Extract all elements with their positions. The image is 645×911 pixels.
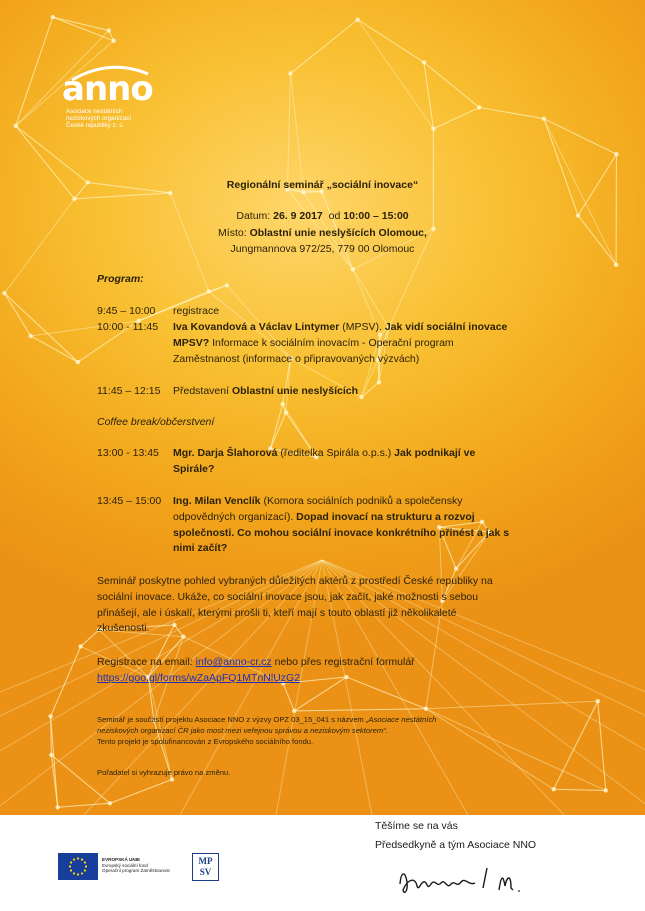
mpsv-logo: MP SV <box>192 853 219 881</box>
logo-word: anno <box>62 69 153 109</box>
program-item-spirala: 13:00 - 13:45 Mgr. Darja Šlahorová (ředitelka Spirála o.p.s.) Jak podnikají ve Spirále? <box>97 447 476 475</box>
program-item-mpsv: 10:00 - 11:45 Iva Kovandová a Václav Lintymer (MPSV). Jak vidí sociální inovace MPSV? Informace k sociálním inovacím - Operační program Zaměstnanost (informace o připravovaných výzvách) <box>97 321 508 365</box>
event-place: Místo: Oblastní unie neslyšících Olomouc, <box>218 227 427 239</box>
registration-form-link[interactable]: https://goo.gl/forms/wZaApFQ1MTnNlUzG2 <box>97 671 301 684</box>
project-note: Seminář je součástí projektu Asociace NNO z výzvy OPZ 03_15_041 s názvem „Asociace nestátních neziskových organizací ČR jako most mezi veřejnou správou a neziskovým sektorem“. Tento projekt je spolufinancován z Evropského sociálního fondu. <box>97 715 437 746</box>
program-item-presentation: 11:45 – 12:15 Představení Oblastní unie neslyšících <box>97 385 358 397</box>
signature-icon <box>395 862 535 902</box>
program-item-registration: 9:45 – 10:00 registrace <box>97 305 220 317</box>
page-title: Regionální seminář „sociální inovace“ <box>226 179 419 191</box>
email-link[interactable]: info@anno-cr.cz <box>195 656 272 668</box>
program-item-komora: 13:45 – 15:00 Ing. Milan Venclík (Komora sociálních podniků a společensky odpovědných organizací). Dopad inovací na strukturu a rozvoj společnosti. Co mohou sociální inovace konkrétního přinést a jak s nimi začít? <box>97 495 510 555</box>
eu-fund-label: EVROPSKÁ UNIE Evropský sociální fond Operační program Zaměstnanost <box>102 857 170 874</box>
footer-signoff: Předsedkyně a tým Asociace NNO <box>375 839 537 851</box>
seminar-description: Seminář poskytne pohled vybraných důležitých aktérů z prostředí České republiky na sociální inovace. Ukáže, co sociální inovace jsou, jak začít, jaké možnosti s sebou přinášejí, ale i úskalí, kterými prošli ti, kteří mají s touto oblastí již několikaleté zkušenosti. <box>97 575 493 635</box>
anno-logo <box>62 66 172 130</box>
event-date: Datum: 26. 9 2017 od 10:00 – 15:00 <box>236 210 409 222</box>
logo-subtitle: Asociace nestátních neziskových organizací České republiky z. s. <box>66 108 132 130</box>
logo-arc-icon <box>70 62 150 82</box>
program-heading: Program: <box>97 273 144 285</box>
eu-flag-icon <box>58 853 98 880</box>
footer-greeting: Těšíme se na vás <box>375 820 458 832</box>
registration-info: Registrace na email: info@anno-cr.cz nebo přes registrační formulář https://goo.gl/forms/wZaApFQ1MTnNlUzG2 <box>97 656 415 684</box>
organizer-note: Pořadatel si vyhrazuje právo na změnu. <box>97 768 231 777</box>
coffee-break: Coffee break/občerstvení <box>97 416 215 428</box>
event-address: Jungmannova 972/25, 779 00 Olomouc <box>230 243 415 255</box>
